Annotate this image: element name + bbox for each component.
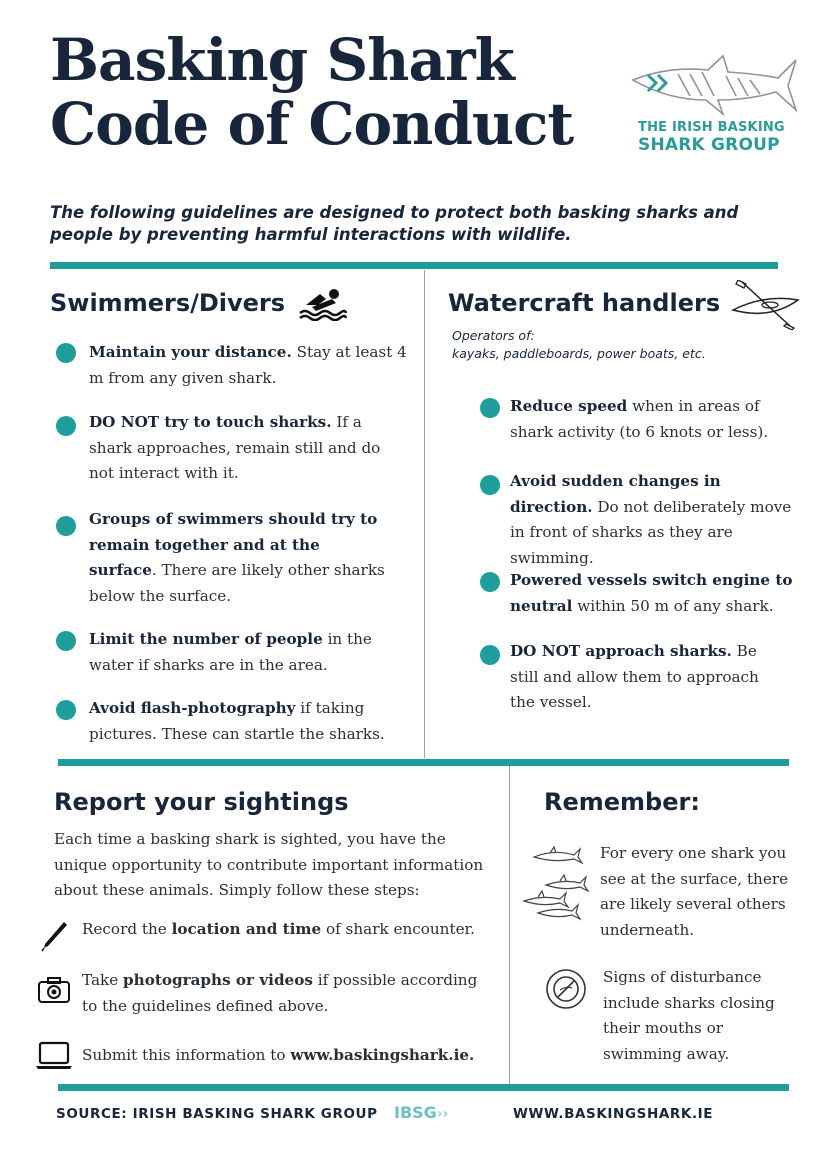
bottom-divider-bar <box>58 1084 789 1091</box>
watercraft-guideline-4 <box>510 639 785 716</box>
operators-label: Operators of: <box>452 328 535 343</box>
guideline-bold: DO NOT try to touch sharks. <box>89 413 332 431</box>
chevrons-icon: ›› <box>436 1106 449 1122</box>
guideline-bold: DO NOT approach sharks. <box>510 642 732 660</box>
guideline-bold: Avoid sudden changes in direction. <box>510 472 721 516</box>
report-step-3 <box>82 1043 502 1069</box>
bullet-dot <box>480 398 500 418</box>
page-title <box>50 28 630 156</box>
guideline-text: when in areas of shark activity (to 6 knots or less). <box>510 397 769 441</box>
swimmer-guideline-1 <box>89 340 419 391</box>
swimmer-guideline-4 <box>89 627 419 678</box>
step-bold: photographs or videos <box>123 971 313 989</box>
laptop-icon <box>35 1041 73 1071</box>
remember-item-1: For every one shark you see at the surface, there are likely several others underneath. <box>600 844 789 939</box>
step-text: Submit this information to <box>82 1046 291 1064</box>
logo-text-line-1: THE IRISH BASKING <box>638 120 785 135</box>
watercraft-guideline-3 <box>510 568 800 619</box>
remember-heading: Remember: <box>544 788 700 816</box>
guideline-text: Be still and allow them to approach the vessel. <box>510 642 759 711</box>
watercraft-heading: Watercraft handlers <box>448 289 721 317</box>
footer-source: SOURCE: IRISH BASKING SHARK GROUP <box>56 1106 378 1122</box>
remember-item-2: Signs of disturbance include sharks closing their mouths or swimming away. <box>603 968 775 1063</box>
vertical-divider-bottom <box>509 766 510 1084</box>
operators-list: kayaks, paddleboards, power boats, etc. <box>452 346 706 361</box>
watercraft-guideline-1 <box>510 394 800 445</box>
step-text: if possible according to the guidelines defined above. <box>82 971 478 1015</box>
step-bold: www.baskingshark.ie. <box>290 1046 475 1064</box>
guideline-bold: Powered vessels switch engine to neutral <box>510 571 793 615</box>
guideline-text: Do not deliberately move in front of sharks as they are swimming. <box>510 497 792 567</box>
bullet-dot <box>56 416 76 436</box>
footer-ibsg <box>394 1103 448 1122</box>
vertical-divider-top <box>424 270 425 758</box>
logo-text <box>638 120 803 155</box>
swimmer-guideline-3 <box>89 507 389 609</box>
report-step-2 <box>82 968 482 1019</box>
shark-logo-icon <box>628 48 803 118</box>
watercraft-guideline-2 <box>510 469 800 571</box>
irish-basking-shark-group-logo <box>628 48 803 168</box>
footer-ibsg-text: IBSG <box>394 1103 437 1122</box>
guideline-bold: Avoid flash-photography <box>89 699 296 717</box>
guideline-bold: Maintain your distance. <box>89 343 292 361</box>
kayak-icon <box>730 280 800 330</box>
title-line-1: Basking Shark <box>50 26 514 94</box>
guideline-text: in the water if sharks are in the area. <box>89 630 372 674</box>
report-step-1 <box>82 917 482 943</box>
report-heading: Report your sightings <box>54 788 349 816</box>
swimmer-icon <box>298 285 348 321</box>
no-shark-icon <box>545 968 587 1010</box>
bullet-dot <box>56 700 76 720</box>
camera-icon <box>37 976 71 1004</box>
guideline-text: within 50 m of any shark. <box>572 596 774 615</box>
swimmer-guideline-5 <box>89 696 399 747</box>
top-divider-bar <box>50 262 778 269</box>
intro-text: The following guidelines are designed to protect both basking sharks and people by preventing harmful interactions with wildlife. <box>50 203 739 244</box>
guideline-bold: Groups of swimmers should try to remain together and at the surface <box>89 510 378 579</box>
bullet-dot <box>480 645 500 665</box>
footer-url: WWW.BASKINGSHARK.IE <box>513 1106 714 1122</box>
swimmers-heading: Swimmers/Divers <box>50 289 286 317</box>
guideline-bold: Limit the number of people <box>89 630 323 648</box>
pencil-icon <box>40 920 68 952</box>
sharks-icon <box>520 843 592 925</box>
swimmer-guideline-2 <box>89 410 404 487</box>
middle-divider-bar <box>58 759 789 766</box>
step-bold: location and time <box>171 920 322 938</box>
guideline-text: if taking pictures. These can startle the sharks. <box>89 699 385 743</box>
step-text: Take <box>82 971 124 989</box>
guideline-bold: Reduce speed <box>510 397 628 415</box>
bullet-dot <box>56 631 76 651</box>
guideline-text: . There are likely other sharks below the surface. <box>89 561 385 605</box>
bullet-dot <box>480 572 500 592</box>
report-intro: Each time a basking shark is sighted, you have the unique opportunity to contribute important information about these animals. Simply follow these steps: <box>54 830 484 899</box>
bullet-dot <box>56 516 76 536</box>
guideline-text: Stay at least 4 m from any given shark. <box>89 343 407 387</box>
step-text: of shark encounter. <box>321 920 475 938</box>
watercraft-subtitle <box>452 327 706 363</box>
bullet-dot <box>480 475 500 495</box>
guideline-text: If a shark approaches, remain still and do not interact with it. <box>89 413 381 482</box>
logo-text-line-2: SHARK GROUP <box>638 135 780 155</box>
title-line-2: Code of Conduct <box>50 90 574 158</box>
step-text: Record the <box>82 920 172 938</box>
bullet-dot <box>56 343 76 363</box>
